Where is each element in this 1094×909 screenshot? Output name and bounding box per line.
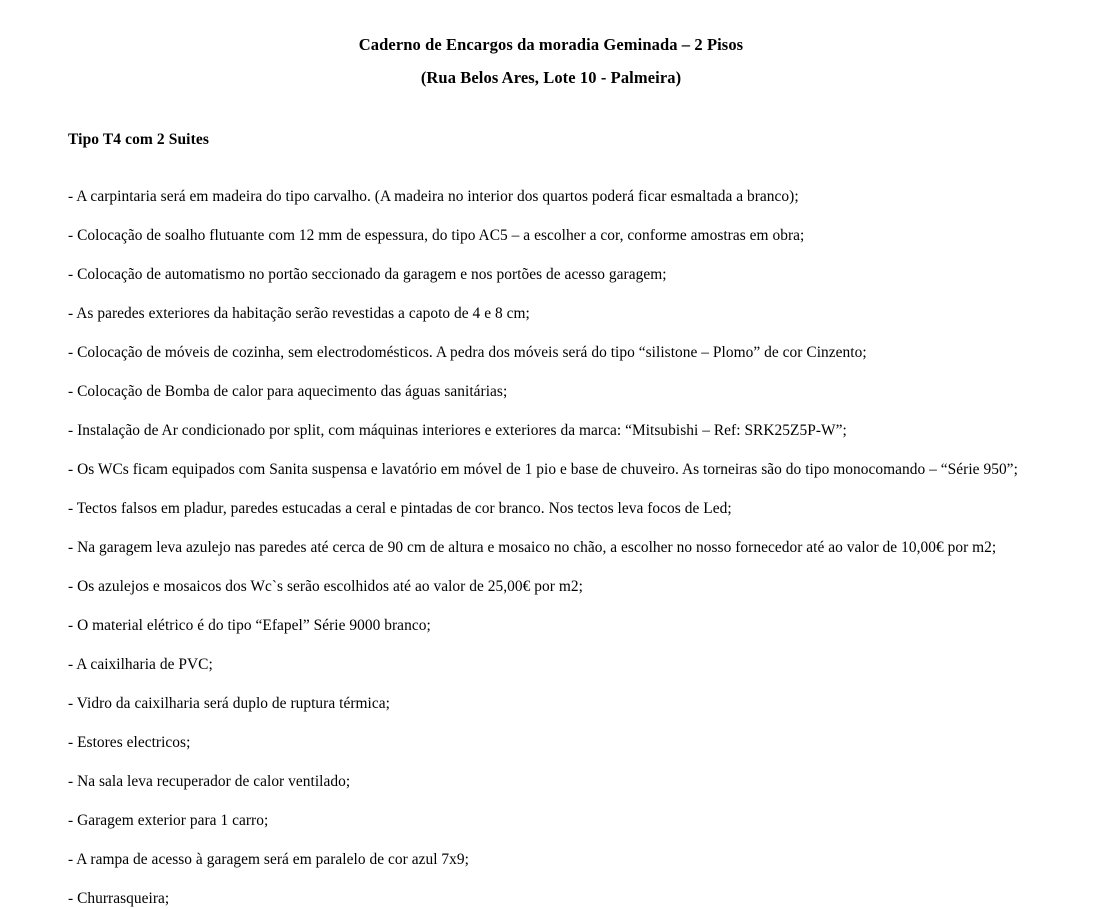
list-item: - Churrasqueira;	[68, 889, 170, 907]
list-item: - Os azulejos e mosaicos dos Wc`s serão escolhidos até ao valor de 25,00€ por m2;	[68, 577, 583, 595]
list-item: - Instalação de Ar condicionado por split, com máquinas interiores e exteriores da marca: “Mitsubishi – Ref: SRK25Z5P-W”;	[68, 421, 847, 439]
list-item: - Garagem exterior para 1 carro;	[68, 811, 269, 829]
list-item: - Vidro da caixilharia será duplo de ruptura térmica;	[68, 694, 390, 712]
page-subtitle: (Rua Belos Ares, Lote 10 - Palmeira)	[420, 68, 682, 88]
list-item: - Colocação de Bomba de calor para aquecimento das águas sanitárias;	[68, 382, 508, 400]
page-title: Caderno de Encargos da moradia Geminada – 2 Pisos	[358, 35, 744, 54]
list-item: - Colocação de soalho flutuante com 12 mm de espessura, do tipo AC5 – a escolher a cor, conforme amostras em obra;	[68, 226, 805, 244]
list-item: - Colocação de automatismo no portão seccionado da garagem e nos portões de acesso garagem;	[68, 265, 667, 283]
list-item: - O material elétrico é do tipo “Efapel” Série 9000 branco;	[68, 616, 431, 634]
list-item: - A rampa de acesso à garagem será em paralelo de cor azul 7x9;	[68, 850, 469, 868]
list-item: - Tectos falsos em pladur, paredes estucadas a ceral e pintadas de cor branco. Nos tectos leva focos de Led;	[68, 499, 732, 517]
list-item: - Na sala leva recuperador de calor ventilado;	[68, 772, 351, 790]
document-title-block	[68, 34, 1034, 90]
list-item: - Na garagem leva azulejo nas paredes até cerca de 90 cm de altura e mosaico no chão, a escolher no nosso fornecedor até ao valor de 10,00€ por m2;	[68, 538, 997, 556]
list-item: - Os WCs ficam equipados com Sanita suspensa e lavatório em móvel de 1 pio e base de chuveiro. As torneiras são do tipo monocomando – “Série 950”;	[68, 460, 1018, 478]
list-item: - A caixilharia de PVC;	[68, 655, 213, 673]
list-item: - A carpintaria será em madeira do tipo carvalho. (A madeira no interior dos quartos poderá ficar esmaltada a branco);	[68, 187, 799, 205]
list-item: - Estores electricos;	[68, 733, 191, 751]
list-item: - As paredes exteriores da habitação serão revestidas a capoto de 4 e 8 cm;	[68, 304, 530, 322]
list-item: - Colocação de móveis de cozinha, sem electrodomésticos. A pedra dos móveis será do tipo “silistone – Plomo” de cor Cinzento;	[68, 343, 867, 361]
section-heading: Tipo T4 com 2 Suites	[68, 130, 209, 148]
specification-list	[68, 187, 1034, 909]
